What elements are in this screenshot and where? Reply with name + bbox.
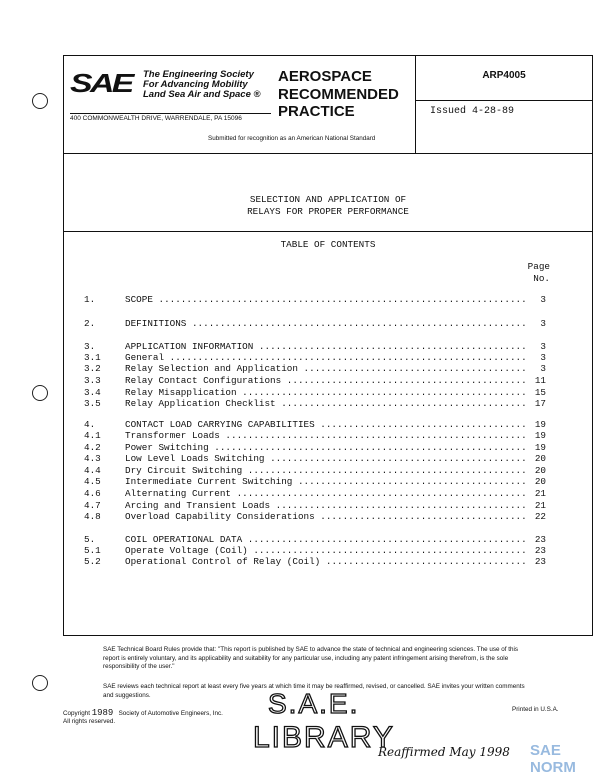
section-number: 4. [84,419,96,430]
section-title: Power Switching ..... [125,442,528,453]
page-number: 17 [534,398,546,409]
page-number: 3 [540,294,546,305]
page-number: 23 [534,556,546,567]
section-number: 2. [84,318,96,329]
toc-heading: TABLE OF CONTENTS [280,239,376,250]
toc-entry [84,294,546,306]
section-title: APPLICATION INFORMATION ..... [125,341,528,352]
page-column-label: Page No. [527,261,550,284]
page-number: 20 [534,476,546,487]
toc-entry [84,318,546,330]
toc-entry [84,511,546,523]
section-title: Relay Contact Configurations ..... [125,375,528,386]
copyright: Copyright 1989 Society of Automotive Engineers, Inc. [63,708,223,718]
section-number: 4.3 [84,453,101,464]
page-number: 21 [534,488,546,499]
punch-hole [32,385,48,401]
submitted-note: Submitted for recognition as an American National Standard [208,135,376,142]
toc-entry [84,453,546,465]
section-number: 1. [84,294,96,305]
document-type: AEROSPACE RECOMMENDED PRACTICE [278,68,399,120]
section-number: 5. [84,534,96,545]
page-number: 19 [534,419,546,430]
section-title: Intermediate Current Switching ..... [125,476,528,487]
section-number: 3.4 [84,387,101,398]
toc-entry [84,488,546,500]
section-title: DEFINITIONS ..... [125,318,528,329]
divider [63,153,593,154]
section-number: 5.2 [84,556,101,567]
section-number: 3. [84,341,96,352]
page-number: 3 [540,318,546,329]
page-number: 3 [540,352,546,363]
section-number: 3.2 [84,363,101,374]
section-title: Low Level Loads Switching ..... [125,453,528,464]
toc-entry [84,398,546,410]
section-title: Relay Selection and Application ..... [125,363,528,374]
page-number: 19 [534,430,546,441]
section-title: COIL OPERATIONAL DATA ..... [125,534,528,545]
handwritten-reaffirmation: Reaffirmed May 1998 [378,745,510,759]
page-number: 11 [534,375,546,386]
review-notice: SAE reviews each technical report at least every five years at which time it may be reaffirmed, revised, or cancelled. SAE invites your written comments and suggestions. [103,683,525,699]
rights-reserved: All rights reserved. [63,718,116,725]
issued-date: Issued 4-28-89 [430,106,515,117]
society-tagline: The Engineering Society For Advancing Mobility Land Sea Air and Space ® [143,69,261,100]
page-number: 3 [540,341,546,352]
board-rules: SAE Technical Board Rules provide that: "This report is published by SAE to advance the state of technical and engineering sciences. The use of this report is entirely voluntary, and its applicability and suitability for any particular use, including any patent infringement arising therefrom, is the sole responsibility of the user." [103,646,519,670]
section-title: Overload Capability Considerations ..... [125,511,528,522]
section-title: Transformer Loads ..... [125,430,528,441]
address: 400 COMMONWEALTH DRIVE, WARRENDALE, PA 15096 [70,115,242,122]
section-number: 4.2 [84,442,101,453]
section-title: Operational Control of Relay (Coil) ..... [125,556,528,567]
section-number: 4.5 [84,476,101,487]
document-number: ARP4005 [482,70,526,81]
section-title: Arcing and Transient Loads ..... [125,500,528,511]
page-number: 23 [534,545,546,556]
page-number: 3 [540,363,546,374]
page-number: 20 [534,453,546,464]
section-title: Dry Circuit Switching ..... [125,465,528,476]
page-number: 21 [534,500,546,511]
library-stamp-line1: S.A.E. [268,688,360,719]
section-title: Operate Voltage (Coil) ..... [125,545,528,556]
sae-logo: SAE [70,68,132,98]
section-number: 3.5 [84,398,101,409]
page-number: 23 [534,534,546,545]
page-number: 20 [534,465,546,476]
section-number: 4.8 [84,511,101,522]
section-title: Alternating Current ..... [125,488,528,499]
page-number: 19 [534,442,546,453]
toc-entry [84,430,546,442]
page-number: 22 [534,511,546,522]
section-title: Relay Application Checklist ..... [125,398,528,409]
divider [415,100,593,101]
sae-norm-watermark: SAE NORM [530,742,576,774]
section-number: 3.1 [84,352,101,363]
toc-entry [84,363,546,375]
punch-hole [32,675,48,691]
toc-entry [84,476,546,488]
section-number: 4.4 [84,465,101,476]
punch-hole [32,93,48,109]
section-number: 4.6 [84,488,101,499]
section-number: 4.7 [84,500,101,511]
page-number: 15 [534,387,546,398]
section-number: 5.1 [84,545,101,556]
section-title: SCOPE ..... [125,294,528,305]
divider [70,113,271,114]
printed-in: Printed in U.S.A. [512,706,559,713]
divider [63,231,593,232]
section-title: CONTACT LOAD CARRYING CAPABILITIES ..... [125,419,528,430]
section-title: Relay Misapplication ..... [125,387,528,398]
toc-entry [84,375,546,387]
section-number: 4.1 [84,430,101,441]
document-title: SELECTION AND APPLICATION OF RELAYS FOR PROPER PERFORMANCE [247,194,409,217]
section-title: General ..... [125,352,528,363]
section-number: 3.3 [84,375,101,386]
toc-entry [84,556,546,568]
library-stamp-line2: LIBRARY [253,721,395,754]
